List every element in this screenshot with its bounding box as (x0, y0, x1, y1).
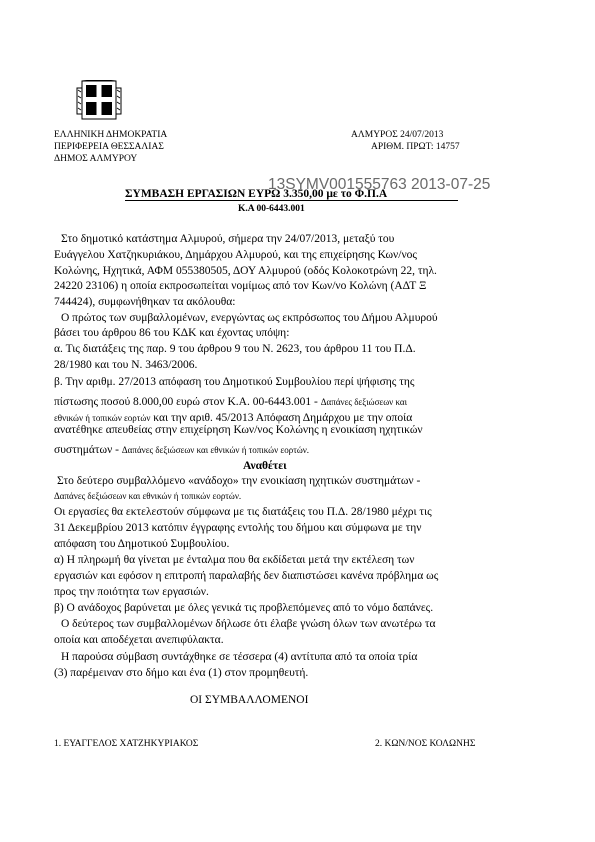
title-underline (125, 200, 458, 201)
text-line: Η παρούσα σύμβαση συντάχθηκε σε τέσσερα (4) αντίτυπα από τα οποία τρία (61, 651, 418, 663)
text-line: (3) παρέμειναν στο δήμο και ένα (1) στον προμηθευτή. (54, 667, 309, 679)
text-line: εργασιών και εφόσον η επιτροπή παραλαβής δεν διαπιστώσει κανένα πρόβλημα ως (54, 570, 439, 582)
header-place-date: ΑΛΜΥΡΟΣ 24/07/2013 (351, 130, 444, 140)
text-line (54, 393, 407, 409)
text-line: 28/1980 και του Ν. 3463/2006. (54, 359, 198, 371)
text-line: ανατέθηκε απευθείας στην επιχείρηση Κων/νος Κολώνης η ενοικίαση ηχητικών (54, 424, 423, 436)
header-region: ΠΕΡΙΦΕΡΕΙΑ ΘΕΣΣΑΛΙΑΣ (54, 142, 164, 152)
text-line: οποία και αποδέχεται ανεπιφύλακτα. (54, 634, 224, 646)
text-run: πίστωσης ποσού 8.000,00 ευρώ στον Κ.Α. 00-6443.001 - (54, 396, 321, 408)
header-protocol: ΑΡΙΘΜ. ΠΡΩΤ: 14757 (371, 142, 460, 152)
text-line: 24220 23106) η οποία εκπροσωπείται νομίμως από τον Κων/νο Κολώνη (ΑΔΤ Ξ (54, 280, 427, 292)
text-run: συστημάτων - (54, 444, 122, 456)
text-line-small: Δαπάνες δεξιώσεων και εθνικών ή τοπικών εορτών. (54, 491, 242, 501)
signature-left: 1. ΕΥΑΓΓΕΛΟΣ ΧΑΤΖΗΚΥΡΙΑΚΟΣ (54, 739, 199, 749)
text-line: 744424), συμφωνήθηκαν τα ακόλουθα: (54, 296, 236, 308)
section-heading: Αναθέτει (243, 460, 287, 472)
signatures-heading: ΟΙ ΣΥΜΒΑΛΛΟΜΕΝΟΙ (190, 694, 309, 706)
text-line (54, 409, 412, 425)
text-line: α. Τις διατάξεις της παρ. 9 του άρθρου 9 του Ν. 2623, του άρθρου 11 του Π.Δ. (54, 343, 416, 355)
text-line: Στο δημοτικό κατάστημα Αλμυρού, σήμερα την 24/07/2013, μεταξύ του (61, 233, 395, 245)
text-line: α) Η πληρωμή θα γίνεται με ένταλμα που θα εκδίδεται μετά την εκτέλεση των (54, 554, 415, 566)
text-run: και την αριθ. 45/2013 Απόφαση Δημάρχου με την οποία (150, 412, 413, 424)
diavgeia-stamp: 13SYMV001555763 2013-07-25 (268, 176, 491, 193)
text-line: απόφαση του Δημοτικού Συμβουλίου. (54, 538, 230, 550)
text-line: Ο πρώτος των συμβαλλομένων, ενεργώντας ως εκπρόσωπος του Δήμου Αλμυρού (61, 312, 438, 324)
text-line: 31 Δεκεμβρίου 2013 κατόπιν έγγραφης εντολής του δήμου και σύμφωνα με την (54, 522, 422, 534)
text-line: προς την ποιότητα των εργασιών. (54, 586, 209, 598)
contract-title: ΣΥΜΒΑΣΗ ΕΡΓΑΣΙΩΝ ΕΥΡΩ 3.350,00 με το Φ.Π.Α (125, 188, 388, 200)
header-municipality: ΔΗΜΟΣ ΑΛΜΥΡΟΥ (54, 154, 138, 164)
text-line (54, 441, 309, 457)
text-line: Ευάγγελου Χατζηκυριάκου, Δημάρχου Αλμυρού, και της επιχείρησης Κων/νος (54, 249, 417, 261)
text-run-small: Δαπάνες δεξιώσεων και εθνικών ή τοπικών εορτών. (121, 445, 310, 455)
signature-right: 2. ΚΩΝ/ΝΟΣ ΚΟΛΩΝΗΣ (375, 739, 476, 749)
text-line: β. Την αριθμ. 27/2013 απόφαση του Δημοτικού Συμβουλίου περί ψήφισης της (54, 376, 415, 388)
text-line: Κολώνης, Ηχητικά, ΑΦΜ 055380505, ΔΟΥ Αλμυρού (οδός Κολοκοτρώνη 22, τηλ. (54, 265, 437, 277)
text-line: β) Ο ανάδοχος βαρύνεται με όλες γενικά τις προβλεπόμενες από το νόμο δαπάνες. (54, 602, 434, 614)
contract-subtitle: Κ.Α 00-6443.001 (238, 204, 305, 214)
text-line: Στο δεύτερο συμβαλλόμενο «ανάδοχο» την ενοικίαση ηχητικών συστημάτων - (57, 475, 421, 487)
text-run-small: Δαπάνες δεξιώσεων και (320, 397, 408, 407)
coat-of-arms-icon (76, 80, 122, 120)
header-country: ΕΛΛΗΝΙΚΗ ΔΗΜΟΚΡΑΤΙΑ (54, 130, 168, 140)
text-line: Ο δεύτερος των συμβαλλομένων δήλωσε ότι έλαβε γνώση όλων των ανωτέρω τα (61, 618, 436, 630)
text-line: Οι εργασίες θα εκτελεστούν σύμφωνα με τις διατάξεις του Π.Δ. 28/1980 μέχρι τις (54, 506, 432, 518)
text-run-small: εθνικών ή τοπικών εορτών (54, 413, 151, 423)
text-line: βάσει του άρθρου 86 του ΚΔΚ και έχοντας υπόψη: (54, 327, 290, 339)
